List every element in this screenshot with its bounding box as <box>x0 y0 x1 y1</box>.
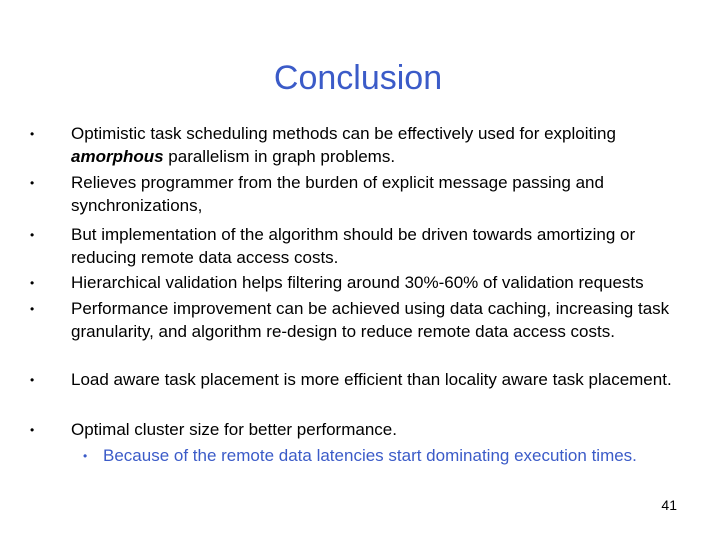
bullet-dot: • <box>30 276 35 290</box>
sub-bullet-dot: • <box>83 449 88 463</box>
bullet-text-part: parallelism in graph problems. <box>163 146 396 166</box>
page-number: 41 <box>661 497 677 513</box>
emphasis-text: amorphous <box>71 146 164 166</box>
sub-bullet-text: Because of the remote data latencies start dominating execution times. <box>103 446 637 465</box>
bullet-dot: • <box>30 127 35 141</box>
bullet-text-part: Optimistic task scheduling methods can be effectively used for exploiting <box>71 124 616 143</box>
bullet-text: Load aware task placement is more efficient than locality aware task placement. <box>71 370 672 389</box>
bullet-dot: • <box>30 423 35 437</box>
bullet-text <box>71 123 681 168</box>
bullet-dot: • <box>30 373 35 387</box>
bullet-dot: • <box>30 176 35 190</box>
bullet-dot: • <box>30 228 35 242</box>
bullet-text: Relieves programmer from the burden of explicit message passing and synchronizations, <box>71 173 604 215</box>
bullet-text: Hierarchical validation helps filtering around 30%-60% of validation requests <box>71 273 644 292</box>
slide-title: Conclusion <box>273 59 443 97</box>
bullet-text: Performance improvement can be achieved using data caching, increasing task granularity, and algorithm re-design to reduce remote data access costs. <box>71 299 670 341</box>
bullet-dot: • <box>30 302 35 316</box>
bullet-text: But implementation of the algorithm should be driven towards amortizing or reducing remote data access costs. <box>71 225 636 267</box>
bullet-text: Optimal cluster size for better performance. <box>71 420 397 439</box>
